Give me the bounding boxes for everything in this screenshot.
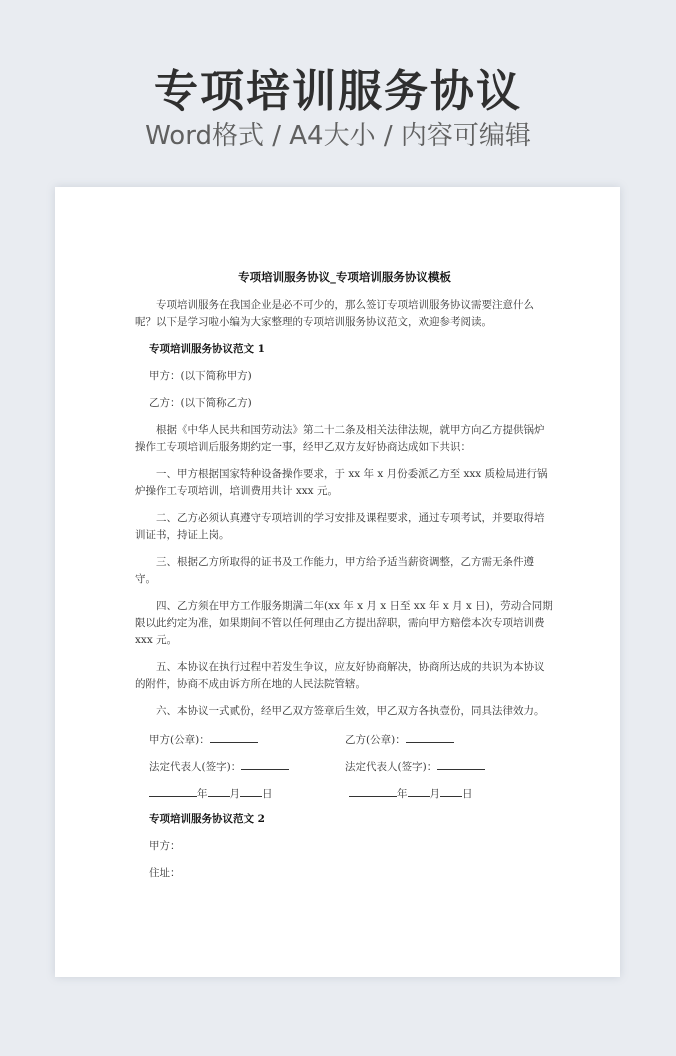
page-subtitle: Word格式 / A4大小 / 内容可编辑 xyxy=(145,121,531,151)
clause-paragraph: 一、甲方根据国家特种设备操作要求，于 xx 年 x 月份委派乙方至 xxx 质检局进行锅炉操作工专项培训，培训费用共计 xxx 元。 xyxy=(135,468,548,497)
signature-row-seal xyxy=(149,730,554,747)
clause-paragraph: 六、本协议一式贰份，经甲乙双方签章后生效，甲乙双方各执壹份，同具法律效力。 xyxy=(156,705,545,717)
party-a-line: 甲方： xyxy=(149,840,181,852)
day-label: 日 xyxy=(262,788,273,800)
day-blank[interactable] xyxy=(440,784,462,797)
address-line: 住址： xyxy=(149,867,181,879)
month-label: 月 xyxy=(229,788,240,800)
rep-b-label: 法定代表人(签字)： xyxy=(345,761,438,773)
day-blank[interactable] xyxy=(240,784,262,797)
signature-blank[interactable] xyxy=(241,757,289,770)
party-b-line: 乙方：(以下简称乙方) xyxy=(149,397,252,409)
signature-blank[interactable] xyxy=(210,730,258,743)
month-blank[interactable] xyxy=(408,784,430,797)
month-label: 月 xyxy=(429,788,440,800)
document-title: 专项培训服务协议_专项培训服务协议模板 xyxy=(238,270,451,284)
intro-paragraph: 专项培训服务在我国企业是必不可少的，那么签订专项培训服务协议需要注意什么呢？以下是学习啦小编为大家整理的专项培训服务协议范文，欢迎参考阅读。 xyxy=(135,299,534,328)
clause-paragraph: 三、根据乙方所取得的证书及工作能力，甲方给予适当薪资调整，乙方需无条件遵守。 xyxy=(135,556,534,585)
signature-row-date xyxy=(149,784,554,801)
preamble-paragraph: 根据《中华人民共和国劳动法》第二十二条及相关法律法规，就甲方向乙方提供锅炉操作工专项培训后服务期约定一事，经甲乙双方友好协商达成如下共识： xyxy=(135,424,545,453)
signature-blank[interactable] xyxy=(437,757,485,770)
section-heading: 专项培训服务协议范文 1 xyxy=(149,343,265,355)
year-label: 年 xyxy=(197,788,208,800)
day-label: 日 xyxy=(462,788,473,800)
clause-paragraph: 四、乙方须在甲方工作服务期满二年(xx 年 x 月 x 日至 xx 年 x 月 x 日)，劳动合同期限以此约定为准，如果期间不管以任何理由乙方提出辞职，需向甲方赔偿本次专项培训费 xxx 元。 xyxy=(135,600,553,646)
rep-a-label: 法定代表人(签字)： xyxy=(149,761,242,773)
year-label: 年 xyxy=(397,788,408,800)
party-b-seal-label: 乙方(公章)： xyxy=(345,734,406,746)
signature-blank[interactable] xyxy=(406,730,454,743)
page-title: 专项培训服务协议 xyxy=(154,66,522,117)
clause-paragraph: 二、乙方必须认真遵守专项培训的学习安排及课程要求，通过专项考试，并要取得培训证书，持证上岗。 xyxy=(135,512,545,541)
document-page xyxy=(55,187,620,977)
month-blank[interactable] xyxy=(208,784,230,797)
year-blank[interactable] xyxy=(349,784,397,797)
year-blank[interactable] xyxy=(149,784,197,797)
signature-row-rep xyxy=(149,757,554,774)
section-heading: 专项培训服务协议范文 2 xyxy=(149,813,265,825)
party-a-line: 甲方：(以下简称甲方) xyxy=(149,370,252,382)
document-body xyxy=(135,269,554,892)
clause-paragraph: 五、本协议在执行过程中若发生争议，应友好协商解决，协商所达成的共识为本协议的附件，协商不成由诉方所在地的人民法院管辖。 xyxy=(135,661,545,690)
party-a-seal-label: 甲方(公章)： xyxy=(149,734,210,746)
